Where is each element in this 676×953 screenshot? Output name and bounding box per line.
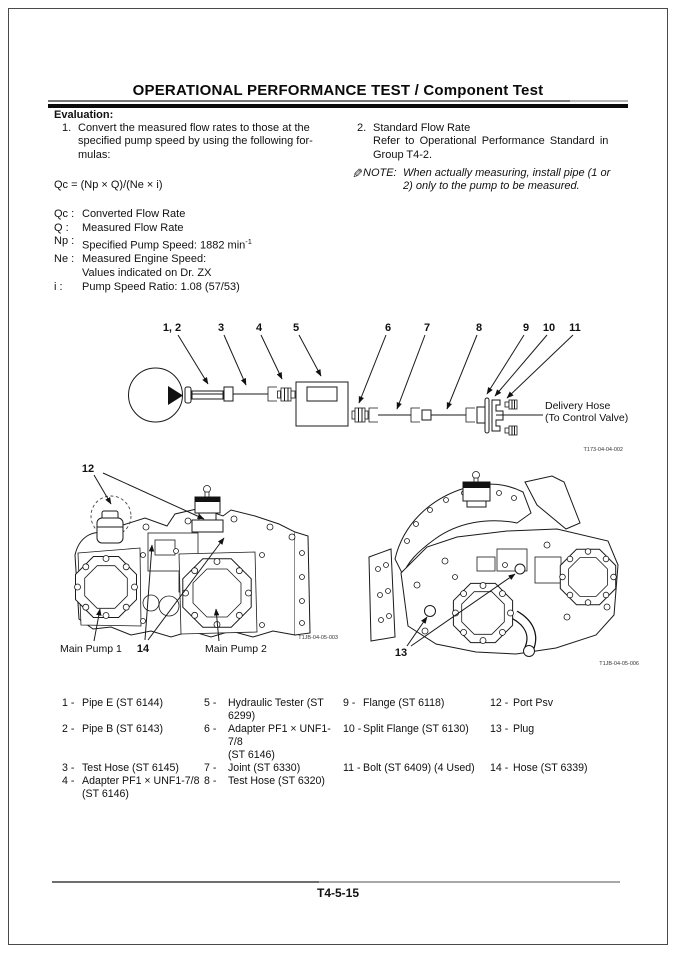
callout-11: 11 [569, 322, 581, 334]
part-item-2 [62, 723, 204, 762]
pump-front-diagram [48, 455, 348, 670]
callout-8: 8 [475, 322, 483, 334]
item-1-line-1: Convert the measured flow rates to those at the [78, 122, 310, 134]
definition-ne [54, 253, 344, 267]
evaluation-item-1 [62, 122, 330, 162]
definition-np-sup: -1 [245, 237, 252, 247]
definition-i [54, 281, 344, 295]
item-2-text [373, 122, 608, 162]
title-rule-thin-gray [570, 100, 628, 102]
plug-13-center [515, 564, 525, 574]
mounting-plate [369, 549, 395, 641]
definition-np-term: Np : [54, 235, 75, 248]
part-item-4 [62, 775, 204, 801]
definition-qc [54, 208, 344, 222]
definition-q-term: Q : [54, 221, 69, 234]
definition-np [54, 235, 344, 253]
title-rule-thick [48, 104, 628, 108]
part-name: Test Hose (ST 6320) [228, 775, 325, 787]
part-name: Hydraulic Tester (ST 6299) [228, 697, 324, 722]
note-block [346, 167, 636, 194]
callout-10: 10 [542, 322, 556, 334]
joint-coupling-left [369, 408, 378, 422]
part-name: Adapter PF1 × UNF1-7/8 [82, 775, 200, 787]
part-item-13 [490, 723, 638, 762]
delivery-hose-label-line-1: Delivery Hose [545, 400, 611, 412]
note-line-2: 2) only to the pump to be measured. [403, 180, 580, 193]
main-pump-1-port [75, 548, 142, 626]
joint-coupling-right [411, 408, 420, 422]
callout-13: 13 [394, 647, 408, 659]
breather-unit [97, 511, 123, 543]
setup-leader-arrows [178, 335, 573, 409]
hose-coupling [268, 387, 277, 401]
part-name: Pipe B (ST 6143) [82, 723, 164, 735]
right-pump-port [560, 549, 617, 606]
delivery-hose-label [545, 400, 628, 424]
main-pump-2-label: Main Pump 2 [205, 643, 267, 655]
formula-definitions [54, 208, 344, 294]
part-name: Joint (ST 6330) [228, 762, 301, 774]
part-number: 3 - [62, 762, 75, 774]
bolt-11-bottom [505, 426, 517, 435]
item-1-text [78, 122, 313, 162]
part-item-8 [204, 775, 343, 801]
definition-qc-desc: Converted Flow Rate [82, 208, 186, 220]
part-name-line2: (ST 6146) [82, 788, 129, 800]
part-item-6 [204, 723, 343, 762]
part-number: 4 - [62, 775, 75, 787]
pipe-1-2 [192, 391, 223, 399]
item-1-number: 1. [62, 122, 72, 134]
main-pump-2-port [179, 552, 257, 634]
parts-empty-cell [490, 775, 638, 801]
plug-13-left [425, 606, 436, 617]
part-number: 12 - [490, 697, 509, 709]
item-2-line-2: Refer to Operational Performance Standard in [373, 135, 609, 148]
part-name: Flange (ST 6118) [363, 697, 445, 709]
delivery-hose-label-line-2: (To Control Valve) [545, 412, 629, 424]
adapter-6 [352, 408, 368, 422]
part-item-5 [204, 697, 343, 723]
evaluation-heading: Evaluation: [54, 109, 114, 121]
note-text [403, 167, 610, 194]
joint-block [422, 410, 431, 420]
part-number: 13 - [490, 723, 509, 735]
part-number: 5 - [204, 697, 217, 709]
item-2-line-1: Standard Flow Rate [373, 122, 471, 134]
callout-14: 14 [136, 643, 150, 655]
setup-callout-labels [163, 322, 581, 334]
definition-ne-line2: Values indicated on Dr. ZX [82, 267, 212, 280]
item-2-line-3: Group T4-2. [373, 148, 433, 161]
definition-np-desc [82, 235, 252, 253]
part-item-14 [490, 762, 638, 775]
pump-rear-diagram [355, 465, 645, 675]
main-pump-1-label: Main Pump 1 [60, 643, 122, 655]
part-number: 2 - [62, 723, 75, 735]
pencil-icon: ✎ [352, 166, 363, 181]
regulator-unit [192, 486, 223, 533]
title-rule-thin [48, 100, 570, 102]
part-item-3 [62, 762, 204, 775]
part-item-10 [343, 723, 490, 762]
conversion-formula: Qc = (Np × Q)/(Ne × i) [54, 179, 163, 191]
part-number: 6 - [204, 723, 217, 735]
bolt-11-top [505, 400, 517, 409]
flange-9 [485, 398, 489, 433]
callout-1-2: 1, 2 [162, 322, 182, 334]
item-2-number: 2. [357, 122, 367, 134]
part-number: 10 - [343, 723, 362, 735]
flange-hub [477, 407, 485, 423]
parts-list [62, 697, 638, 801]
callout-7: 7 [423, 322, 431, 334]
part-name: Hose (ST 6339) [513, 762, 588, 774]
part-number: 9 - [343, 697, 356, 709]
callout-4: 4 [255, 322, 263, 334]
definition-i-term: i : [54, 280, 63, 293]
top-bracket [525, 476, 580, 529]
part-name: Test Hose (ST 6145) [82, 762, 179, 774]
callout-3: 3 [217, 322, 225, 334]
item-1-line-3: mulas: [78, 148, 111, 161]
adapter-4 [278, 388, 296, 401]
callout-9: 9 [522, 322, 530, 334]
part-number: 1 - [62, 697, 75, 709]
page-title: OPERATIONAL PERFORMANCE TEST / Component Test [132, 82, 544, 99]
part-number: 8 - [204, 775, 217, 787]
footer-rule [52, 881, 620, 883]
definition-np-desc-main: Specified Pump Speed: 1882 min [82, 239, 246, 252]
part-name: Plug [513, 723, 535, 735]
definition-ne-desc: Measured Engine Speed: [82, 253, 207, 266]
callout-6: 6 [384, 322, 392, 334]
part-name: Pipe E (ST 6144) [82, 697, 164, 709]
pipe-flange [185, 387, 191, 403]
part-name: Split Flange (ST 6130) [363, 723, 469, 735]
definition-q-desc: Measured Flow Rate [82, 221, 184, 234]
tester-display [307, 387, 337, 401]
callout-12: 12 [81, 463, 95, 475]
part-name: Adapter PF1 × UNF1-7/8 [228, 723, 331, 748]
part-item-12 [490, 697, 638, 723]
pump-front-figure-code: T1JB-04-05-003 [298, 635, 338, 641]
setup-diagram [48, 310, 633, 460]
definition-q [54, 222, 344, 236]
hose-end-coupling [466, 408, 475, 422]
center-pump-port [453, 583, 514, 644]
callout-5: 5 [292, 322, 300, 334]
pipe-coupling [224, 387, 233, 401]
part-name: Port Psv [513, 697, 554, 709]
part-number: 14 - [490, 762, 509, 774]
item-1-line-2: specified pump speed by using the following for- [78, 135, 313, 148]
note-line-1: When actually measuring, install pipe (1 or [403, 167, 611, 179]
setup-figure-code: T173-04-04-002 [583, 447, 623, 453]
definition-i-desc: Pump Speed Ratio: 1.08 (57/53) [82, 280, 240, 293]
parts-empty-cell [343, 775, 490, 801]
part-item-1 [62, 697, 204, 723]
page-number: T4-5-15 [316, 886, 360, 900]
part-name-line2: (ST 6146) [228, 749, 275, 761]
note-label: NOTE: [363, 167, 397, 179]
part-item-11 [343, 762, 490, 775]
part-name: Bolt (ST 6409) (4 Used) [363, 762, 475, 774]
pump-rear-figure-code: T1JB-04-05-006 [599, 661, 639, 667]
part-item-7 [204, 762, 343, 775]
definition-qc-term: Qc : [54, 208, 75, 220]
part-number: 11 - [343, 762, 361, 774]
part-number: 7 - [204, 762, 217, 774]
definition-ne-term: Ne : [54, 253, 75, 266]
evaluation-item-2 [357, 122, 629, 162]
regulator-unit [463, 472, 490, 508]
part-item-9 [343, 697, 490, 723]
